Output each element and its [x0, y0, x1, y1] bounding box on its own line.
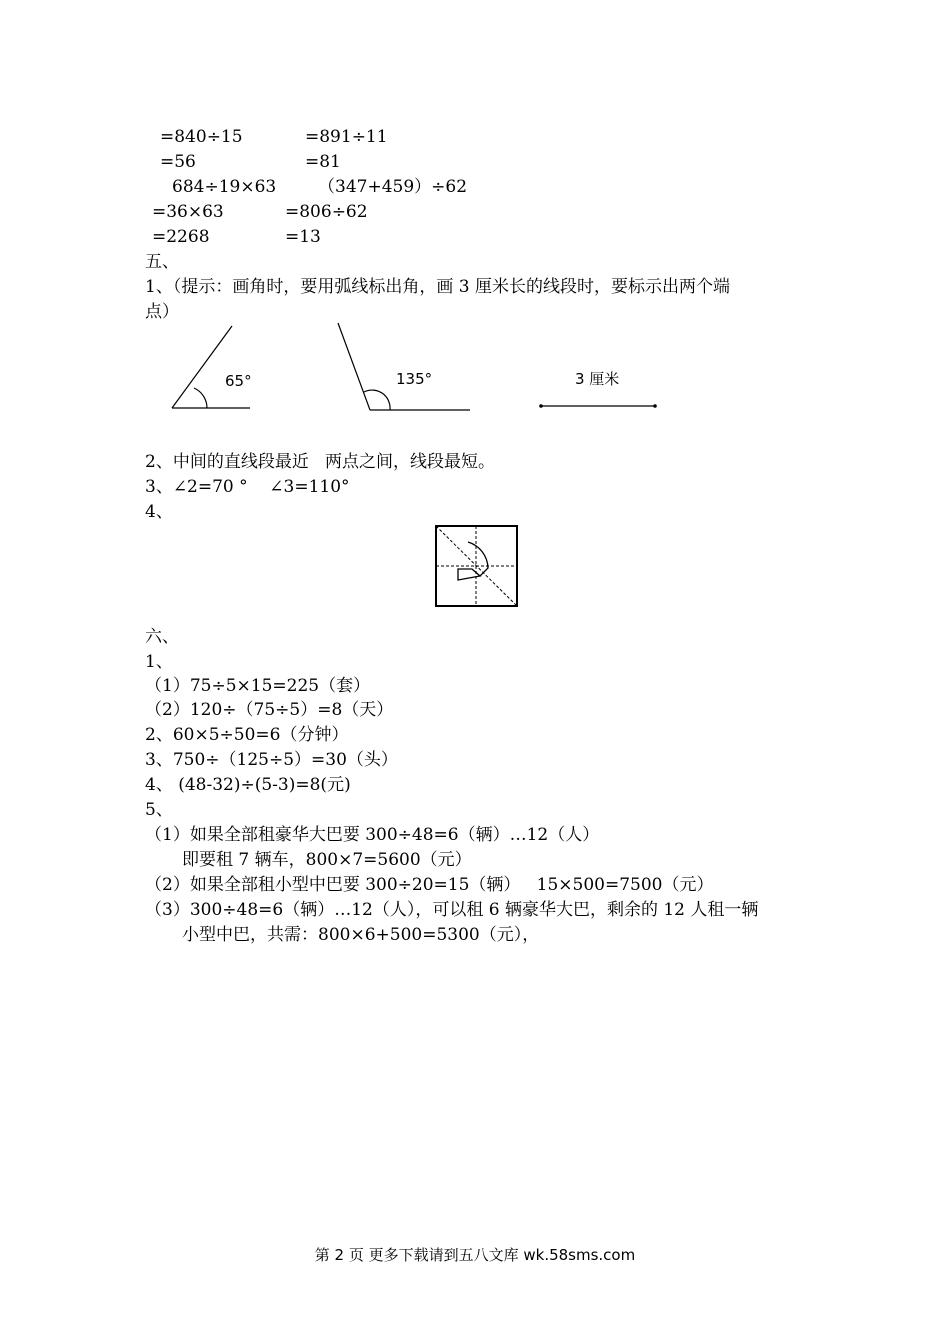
answer-line: 5、 [145, 800, 173, 820]
calc-line: =56 [160, 152, 196, 172]
answer-line: 即要租 7 辆车，800×7=5600（元） [182, 850, 472, 870]
calc-line: =840÷15 [160, 127, 243, 147]
calc-line: =2268 [152, 227, 210, 247]
page-footer: 第 2 页 更多下载请到五八文库 wk.58sms.com [314, 1246, 636, 1264]
section-heading: 五、 [145, 252, 179, 272]
calc-line: =891÷11 [305, 127, 388, 147]
answer-line: 4、 [145, 502, 173, 522]
calc-line: （347+459）÷62 [318, 177, 468, 197]
answer-line: （3）300÷48=6（辆）…12（人），可以租 6 辆豪华大巴，剩余的 12 人租一辆 [145, 900, 759, 920]
segment-label: 3 厘米 [575, 370, 620, 388]
angle-135-figure [330, 318, 475, 415]
answer-line: 4、 (48-32)÷(5-3)=8(元) [145, 775, 351, 795]
answer-line: 1、 [145, 652, 173, 672]
answer-line: 点） [145, 302, 179, 322]
answer-line: 2、60×5÷50=6（分钟） [145, 725, 349, 745]
angle-65-label: 65° [225, 372, 252, 390]
answer-line: （2）120÷（75÷5）=8（天） [145, 700, 394, 720]
angle-65-figure [165, 320, 260, 415]
answer-line: （2）如果全部租小型中巴要 300÷20=15（辆） 15×500=7500（元） [145, 875, 714, 895]
calc-line: =81 [305, 152, 341, 172]
answer-line: 3、∠2=70 ° ∠3=110° [145, 477, 350, 497]
square-fold-figure [434, 524, 520, 608]
answer-line: （1）75÷5×15=225（套） [145, 676, 371, 696]
calc-line: =36×63 [152, 202, 224, 222]
calc-line: =806÷62 [285, 202, 368, 222]
calc-line: 684÷19×63 [172, 177, 277, 197]
answer-line: 小型中巴，共需：800×6+500=5300（元）， [182, 925, 540, 945]
calc-line: =13 [285, 227, 321, 247]
answer-line: 2、中间的直线段最近 两点之间，线段最短。 [145, 452, 496, 472]
answer-line: 1、（提示：画角时，要用弧线标出角，画 3 厘米长的线段时，要标示出两个端 [145, 277, 730, 297]
section-heading: 六、 [145, 627, 179, 647]
segment-3cm-figure [535, 360, 665, 415]
answer-line: 3、750÷（125÷5）=30（头） [145, 750, 398, 770]
answer-line: （1）如果全部租豪华大巴要 300÷48=6（辆）…12（人） [145, 825, 600, 845]
angle-135-label: 135° [396, 370, 433, 388]
